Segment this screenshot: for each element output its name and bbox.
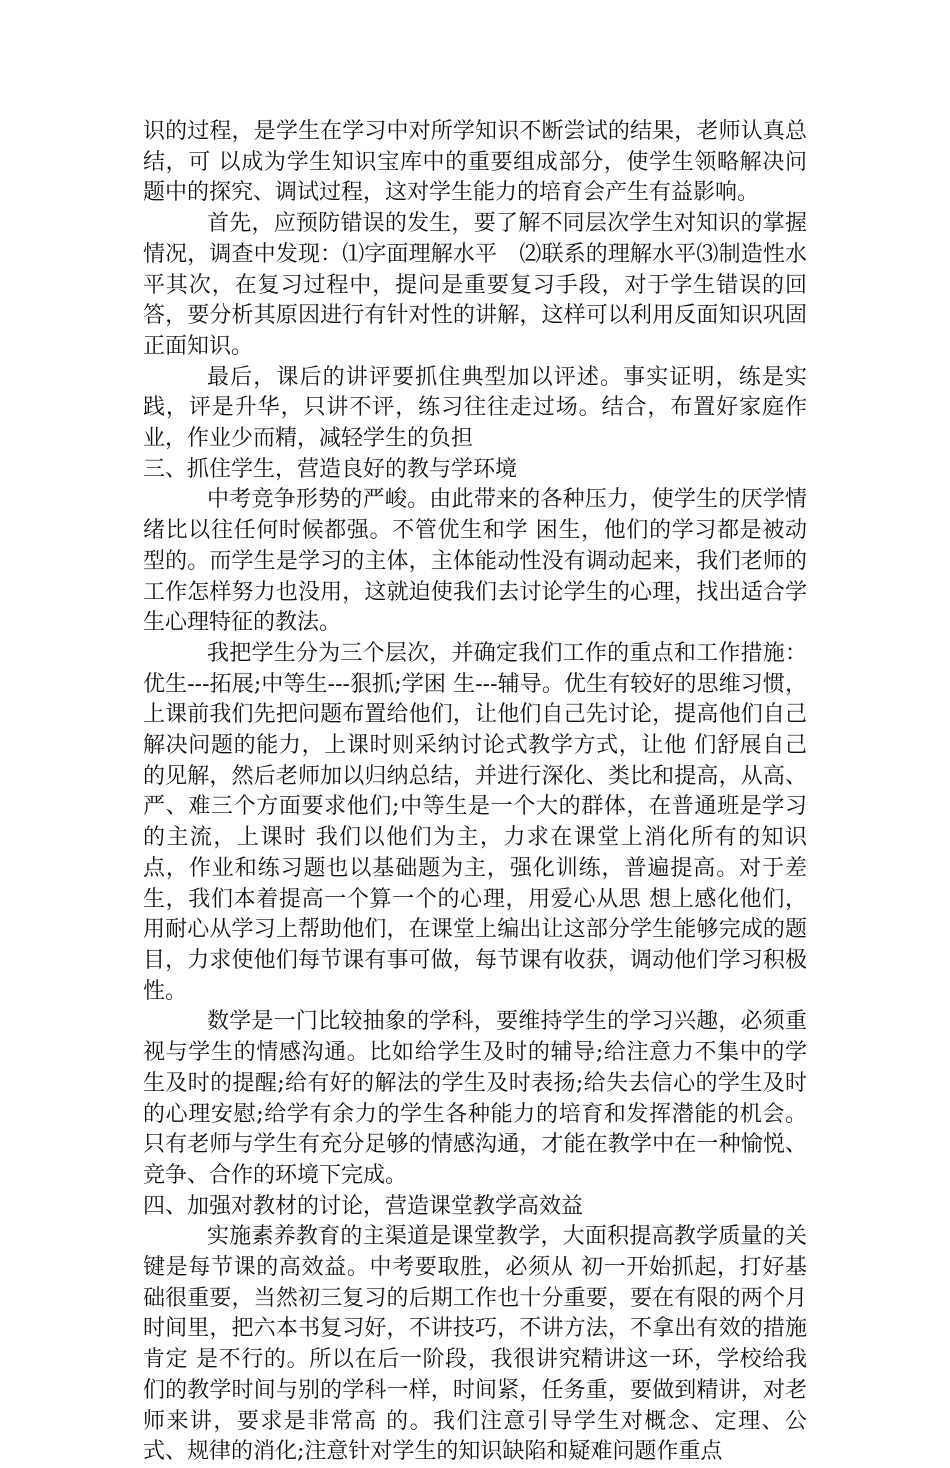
paragraph-emotional-communication: 数学是一门比较抽象的学科，要维持学生的学习兴趣，必须重视与学生的情感沟通。比如给学生及时的辅导;给注意力不集中的学生及时的提醒;给有好的解法的学生及时表扬;给失去信心的学生及时的心理安慰;给学有余力的学生各种能力的培育和发挥潜能的机会。只有老师与学生有充分足够的情感沟通，才能在教学中在一种愉悦、竞争、合作的环境下完成。: [143, 1009, 807, 1188]
paragraph-continuation: 识的过程，是学生在学习中对所学知识不断尝试的结果，老师认真总结，可 以成为学生知识宝库中的重要组成部分，使学生领略解决问题中的探究、调试过程，这对学生能力的培育会产生有益影响。: [143, 119, 807, 206]
paragraph-error-prevention: 首先，应预防错误的发生，要了解不同层次学生对知识的掌握情况，调查中发现：⑴字面理解水平 ⑵联系的理解水平⑶制造性水平其次，在复习过程中，提问是重要复习手段，对于学生错误的回答，要分析其原因进行有针对性的讲解，这样可以利用反面知识巩固正面知识。: [143, 211, 807, 359]
paragraph-student-levels: 我把学生分为三个层次，并确定我们工作的重点和工作措施：优生---拓展;中等生---狠抓;学困 生---辅导。优生有较好的思维习惯，上课前我们先把问题布置给他们，让他们自己先讨论，提高他们自己解决问题的能力，上课时则采纳讨论式教学方式，让他 们舒展自己的见解，然后老师加以归纳总结，并进行深化、类比和提高，从高、严、难三个方面要求他们;中等生是一个大的群体，在普通班是学习的主流，上课时 我们以他们为主，力求在课堂上消化所有的知识点，作业和练习题也以基础题为主，强化训练，普遍提高。对于差生，我们本着提高一个算一个的心理，用爱心从思 想上感化他们，用耐心从学习上帮助他们，在课堂上编出让这部分学生能够完成的题目，力求使他们每节课有事可做，每节课有收获，调动他们学习积极性。: [143, 640, 807, 1004]
section-heading-4: 四、加强对教材的讨论，营造课堂教学高效益: [143, 1193, 584, 1219]
document-body: [143, 117, 807, 1468]
paragraph-exam-pressure: 中考竞争形势的严峻。由此带来的各种压力，使学生的厌学情绪比以往任何时候都强。不管优生和学 困生，他们的学习都是被动型的。而学生是学习的主体，主体能动性没有调动起来，我们老师的工作怎样努力也没用，这就迫使我们去讨论学生的心理，找出适合学 生心理特征的教法。: [143, 487, 807, 636]
paragraph-classroom-teaching: 实施素养教育的主渠道是课堂教学，大面积提高教学质量的关键是每节课的高效益。中考要取胜，必须从 初一开始抓起，打好基础很重要，当然初三复习的后期工作也十分重要，要在有限的两个月时间里，把六本书复习好，不讲技巧，不讲方法，不拿出有效的措施肯定 是不行的。所以在后一阶段，我很讲究精讲这一环，学校给我们的教学时间与别的学科一样，时间紧，任务重，要做到精讲，对老师来讲，要求是非常高 的。我们注意引导学生对概念、定理、公式、规律的消化;注意针对学生的知识缺陷和疑难问题作重点: [143, 1224, 807, 1465]
section-heading-3: 三、抓住学生，营造良好的教与学环境: [143, 456, 518, 482]
paragraph-review-comments: 最后，课后的讲评要抓住典型加以评述。事实证明，练是实践，评是升华，只讲不评，练习往往走过场。结合，布置好家庭作业，作业少而精，减轻学生的负担: [143, 364, 807, 452]
